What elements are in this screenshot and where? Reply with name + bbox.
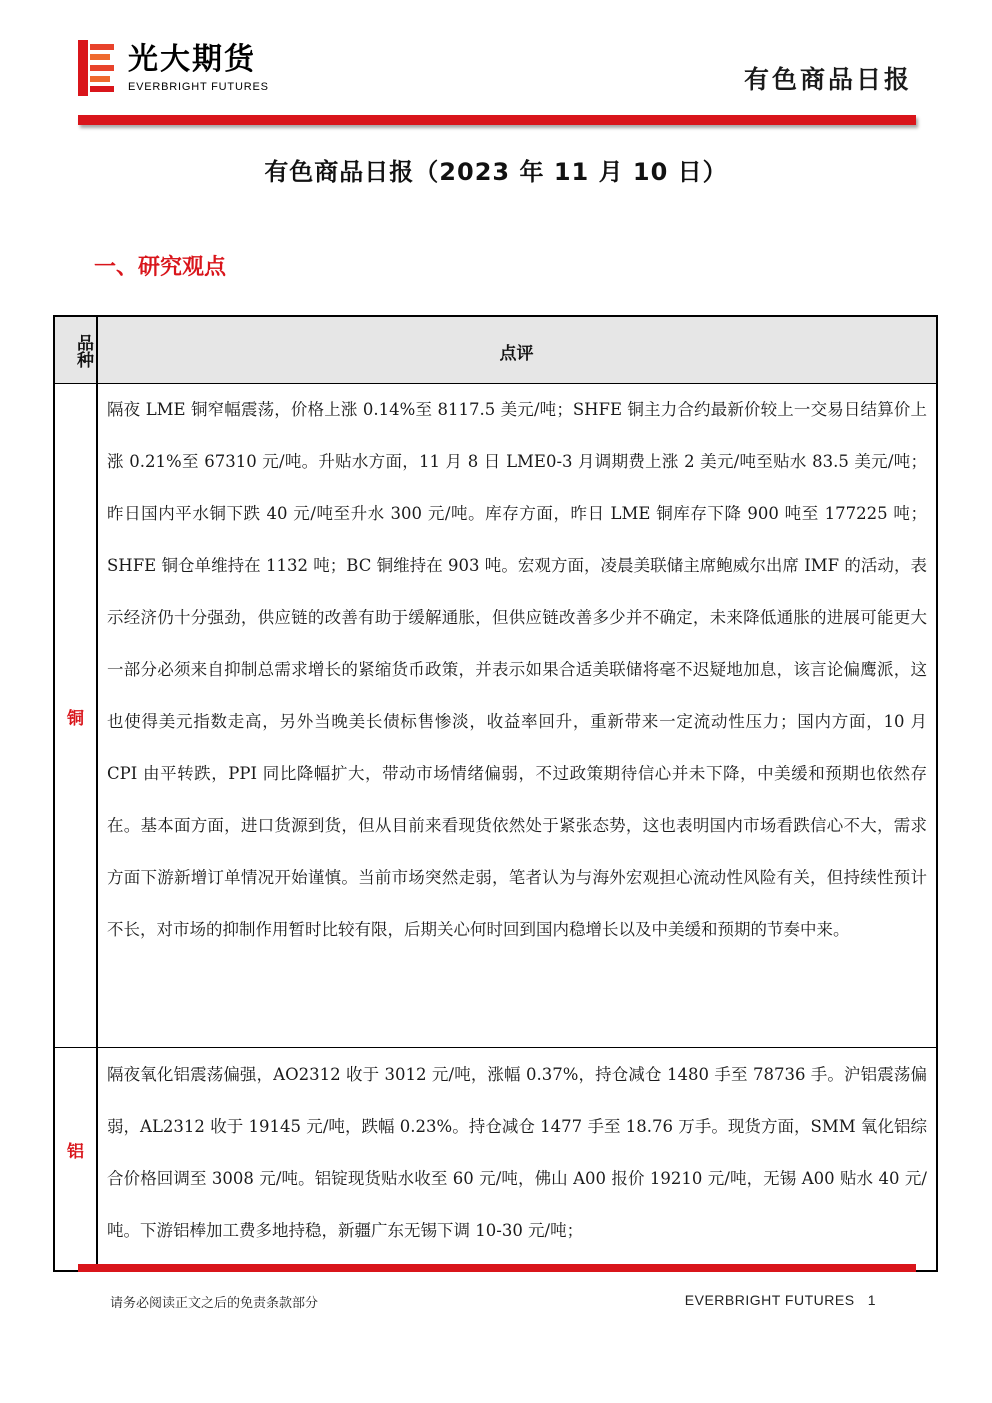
- comment-aluminum: 隔夜氧化铝震荡偏强，AO2312 收于 3012 元/吨，涨幅 0.37%，持仓减仓 1480 手至 78736 手。沪铝震荡偏弱，AL2312 收于 19145 元/吨，跌幅 0.23%。持仓减仓 1477 手至 18.76 万手。现货方面，SMM 氧化铝综合价格回调至 3008 元/吨。铝锭现货贴水收至 60 元/吨，佛山 A00 报价 19210 元/吨，无锡 A00 贴水 40 元/吨。下游铝棒加工费多地持稳，新疆广东无锡下调 10-30 元/吨；: [107, 1065, 927, 1240]
- table-row-aluminum: [55, 1049, 936, 1270]
- variety-label-copper: 铜: [67, 709, 84, 729]
- company-logo: [78, 40, 298, 100]
- section-heading: 一、研究观点: [94, 255, 227, 280]
- page-number: 1: [867, 1292, 876, 1308]
- everbright-logo-icon: [78, 40, 116, 96]
- variety-label-aluminum: 铝: [67, 1142, 84, 1162]
- header-divider-bar: [78, 115, 916, 125]
- header-report-name: 有色商品日报: [743, 65, 912, 94]
- commentary-table: [53, 315, 938, 1272]
- footer-company-page: [685, 1292, 876, 1308]
- header-comment: 点评: [499, 344, 534, 364]
- footer-company: EVERBRIGHT FUTURES: [684, 1292, 855, 1308]
- table-row-copper: [55, 384, 936, 1048]
- footer-disclaimer: 请务必阅读正文之后的免责条款部分: [110, 1296, 319, 1311]
- table-header-row: [55, 317, 936, 384]
- footer-divider-bar: [78, 1264, 916, 1272]
- header-variety: 品种: [73, 334, 93, 368]
- comment-copper: 隔夜 LME 铜窄幅震荡，价格上涨 0.14%至 8117.5 美元/吨；SHFE 铜主力合约最新价较上一交易日结算价上涨 0.21%至 67310 元/吨。升贴水方面，11 月 8 日 LME0-3 月调期费上涨 2 美元/吨至贴水 83.5 美元/吨；昨日国内平水铜下跌 40 元/吨至升水 300 元/吨。库存方面，昨日 LME 铜库存下降 900 吨至 177225 吨；SHFE 铜仓单维持在 1132 吨；BC 铜维持在 903 吨。宏观方面，凌晨美联储主席鲍威尔出席 IMF 的活动，表示经济仍十分强劲，供应链的改善有助于缓解通胀，但供应链改善多少并不确定，未来降低通胀的进展可能更大一部分必须来自抑制总需求增长的紧缩货币政策，并表示如果合适美联储将毫不迟疑地加息，该言论偏鹰派，这也使得美元指数走高，另外当晚美长债标售惨淡，收益率回升，重新带来一定流动性压力；国内方面，10 月 CPI 由平转跌，PPI 同比降幅扩大，带动市场情绪偏弱，不过政策期待信心并未下降，中美缓和预期也依然存在。基本面方面，进口货源到货，但从目前来看现货依然处于紧张态势，这也表明国内市场看跌信心不大，需求方面下游新增订单情况开始谨慎。当前市场突然走弱，笔者认为与海外宏观担心流动性风险有关，但持续性预计不长，对市场的抑制作用暂时比较有限，后期关心何时回到国内稳增长以及中美缓和预期的节奏中来。: [107, 400, 927, 939]
- logo-chinese-name: 光大期货: [128, 42, 256, 77]
- logo-english-name: EVERBRIGHT FUTURES: [128, 81, 269, 93]
- document-title: 有色商品日报（2023 年 11 月 10 日）: [264, 158, 728, 186]
